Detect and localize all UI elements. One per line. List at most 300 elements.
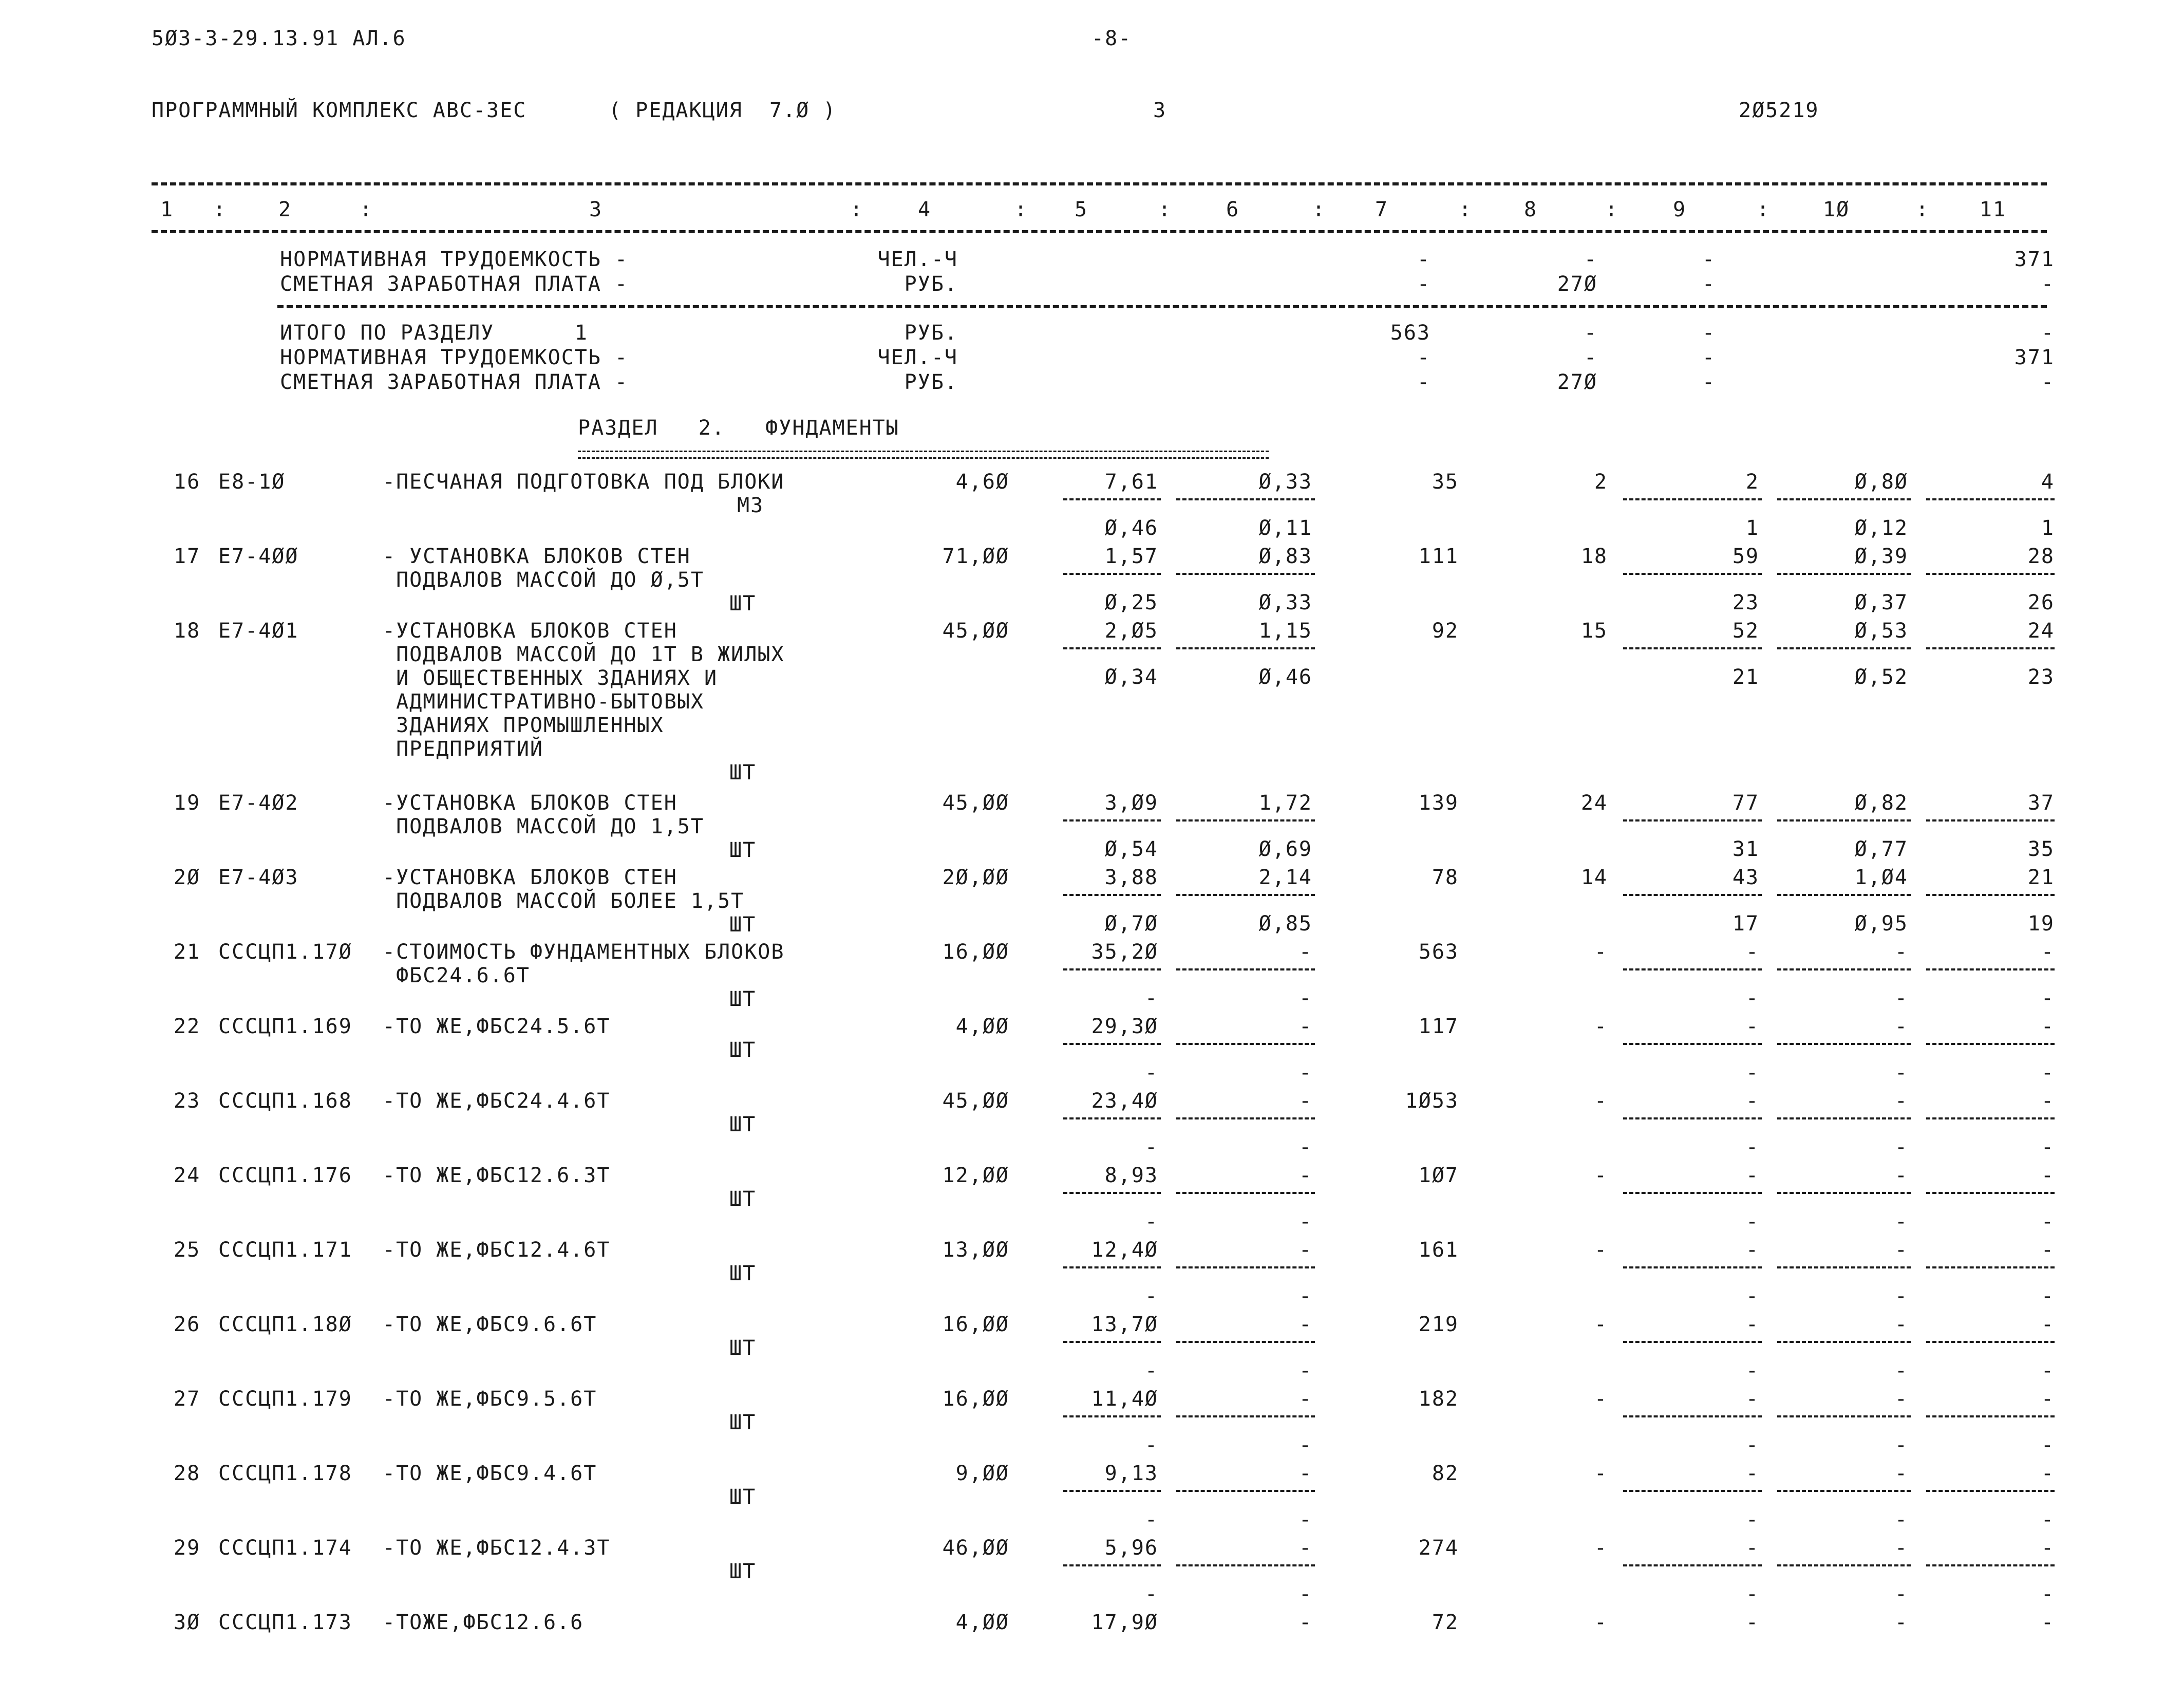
subtotal-rule <box>1623 573 1762 575</box>
item-unit-cost: 8,93 <box>1104 1164 1158 1187</box>
column-header-9: 9 <box>1672 198 1687 221</box>
subtotal-rule <box>1777 1192 1911 1194</box>
column-separator: : <box>1459 198 1473 221</box>
item-sub-col10: - <box>1894 1135 1908 1159</box>
item-col9: - <box>1745 1015 1759 1038</box>
item-col10: - <box>1894 1015 1908 1038</box>
subtotal-rule <box>1926 498 2055 500</box>
item-description: -ТО ЖЕ,ФБС9.5.6Т <box>383 1387 597 1411</box>
summary-col8: 27Ø <box>1557 272 1597 296</box>
item-description: И ОБЩЕСТВЕННЫХ ЗДАНИЯХ И <box>383 666 718 690</box>
item-sub-col10: Ø,12 <box>1854 516 1908 540</box>
subtotal-rule <box>1176 1266 1315 1268</box>
summary-col11: - <box>2041 370 2055 394</box>
item-sub-col9: 31 <box>1732 837 1759 861</box>
item-code: Е7-4Ø3 <box>218 866 299 889</box>
item-col11: 28 <box>2027 545 2055 568</box>
subtotal-rule <box>1926 1266 2055 1268</box>
item-code: СССЦП1.174 <box>218 1536 352 1560</box>
item-unit-wage: 2,14 <box>1258 866 1312 889</box>
item-sub-col9: - <box>1745 1582 1759 1606</box>
item-col11: - <box>2041 1536 2055 1560</box>
item-sub-col11: 23 <box>2027 665 2055 689</box>
item-unit-cost: 2,Ø5 <box>1104 619 1158 643</box>
subtotal-rule <box>1777 647 1911 649</box>
item-description: -ТО ЖЕ,ФБС24.5.6Т <box>383 1015 611 1038</box>
item-sub-col6: Ø,11 <box>1258 516 1312 540</box>
column-header-5: 5 <box>1074 198 1088 221</box>
subtotal-rule <box>1777 968 1911 970</box>
item-quantity: 45,ØØ <box>942 619 1009 643</box>
item-sub-col9: - <box>1745 1135 1759 1159</box>
item-unit-wage: - <box>1298 1015 1312 1038</box>
item-total-cost: 139 <box>1418 791 1459 815</box>
item-col10: - <box>1894 1387 1908 1411</box>
item-sub-col10: - <box>1894 986 1908 1010</box>
subtotal-rule <box>1623 1490 1762 1492</box>
column-separator: : <box>1916 198 1930 221</box>
item-sub-col6: Ø,69 <box>1258 837 1312 861</box>
subtotal-rule <box>1926 894 2055 896</box>
summary-col9: - <box>1702 248 1716 271</box>
summary-col7: - <box>1417 346 1430 369</box>
item-number: 19 <box>174 791 201 815</box>
program-code: 2Ø5219 <box>1739 99 1819 122</box>
column-separator: : <box>213 198 227 221</box>
item-col11: 4 <box>2041 470 2055 494</box>
item-sub-col10: Ø,95 <box>1854 912 1908 936</box>
item-total-wage: - <box>1594 1238 1608 1262</box>
item-unit-cost: 3,Ø9 <box>1104 791 1158 815</box>
item-total-wage: 24 <box>1580 791 1608 815</box>
item-total-cost: 274 <box>1418 1536 1459 1560</box>
item-unit-wage: - <box>1298 1164 1312 1187</box>
item-total-cost: 78 <box>1432 866 1459 889</box>
item-total-wage: 2 <box>1594 470 1608 494</box>
item-sub-col9: - <box>1745 986 1759 1010</box>
summary-label: НОРМАТИВНАЯ ТРУДОЕМКОСТЬ - <box>280 346 629 369</box>
subtotal-rule <box>1063 1043 1161 1045</box>
item-sub-col10: - <box>1894 1210 1908 1234</box>
subtotal-rule <box>1623 894 1762 896</box>
item-total-wage: 18 <box>1580 545 1608 568</box>
item-unit-cost: 11,4Ø <box>1091 1387 1158 1411</box>
item-sub-col6: - <box>1298 1582 1312 1606</box>
item-col9: 52 <box>1732 619 1759 643</box>
item-description: -УСТАНОВКА БЛОКОВ СТЕН <box>383 791 677 815</box>
item-total-wage: - <box>1594 1313 1608 1336</box>
item-col10: - <box>1894 1462 1908 1485</box>
subtotal-rule <box>1063 1564 1161 1566</box>
item-sub-col5: - <box>1144 1284 1158 1308</box>
item-col11: - <box>2041 1462 2055 1485</box>
subtotal-rule <box>1777 894 1911 896</box>
item-unit-cost: 17,9Ø <box>1091 1611 1158 1634</box>
item-unit: М3 <box>737 494 764 517</box>
item-description: -УСТАНОВКА БЛОКОВ СТЕН <box>383 619 677 643</box>
item-unit-cost: 29,3Ø <box>1091 1015 1158 1038</box>
item-col10: - <box>1894 940 1908 964</box>
item-code: СССЦП1.18Ø <box>218 1313 352 1336</box>
column-separator: : <box>1014 198 1028 221</box>
subtotal-rule <box>1176 1192 1315 1194</box>
item-total-wage: 14 <box>1580 866 1608 889</box>
summary-col8: - <box>1584 248 1597 271</box>
item-code: СССЦП1.173 <box>218 1611 352 1634</box>
item-sub-col10: - <box>1894 1284 1908 1308</box>
item-code: СССЦП1.178 <box>218 1462 352 1485</box>
item-sub-col10: Ø,77 <box>1854 837 1908 861</box>
subtotal-rule <box>1926 1415 2055 1417</box>
item-sub-col9: - <box>1745 1210 1759 1234</box>
item-sub-col10: - <box>1894 1061 1908 1085</box>
item-col10: Ø,39 <box>1854 545 1908 568</box>
item-number: 29 <box>174 1536 201 1560</box>
item-unit: ШТ <box>729 1113 757 1136</box>
item-sub-col11: - <box>2041 1210 2055 1234</box>
item-sub-col9: - <box>1745 1284 1759 1308</box>
summary-label: СМЕТНАЯ ЗАРАБОТНАЯ ПЛАТА - <box>280 370 629 394</box>
item-sub-col6: - <box>1298 1061 1312 1085</box>
item-quantity: 16,ØØ <box>942 1387 1009 1411</box>
program-edition: ( РЕДАКЦИЯ 7.Ø ) <box>609 99 837 122</box>
item-unit-cost: 13,7Ø <box>1091 1313 1158 1336</box>
item-unit: ШТ <box>729 761 757 785</box>
item-unit-wage: Ø,83 <box>1258 545 1312 568</box>
summary-unit: ЧЕЛ.-Ч <box>877 248 958 271</box>
item-number: 27 <box>174 1387 201 1411</box>
subtotal-rule <box>1176 1341 1315 1343</box>
item-description: - УСТАНОВКА БЛОКОВ СТЕН <box>383 545 691 568</box>
item-unit-cost: 9,13 <box>1104 1462 1158 1485</box>
summary-col9: - <box>1702 346 1716 369</box>
subtotal-rule <box>1623 1415 1762 1417</box>
item-total-cost: 1Ø7 <box>1418 1164 1459 1187</box>
item-total-cost: 161 <box>1418 1238 1459 1262</box>
item-unit-cost: 12,4Ø <box>1091 1238 1158 1262</box>
subtotal-rule <box>1777 1490 1911 1492</box>
item-col9: - <box>1745 1462 1759 1485</box>
item-sub-col9: 23 <box>1732 591 1759 614</box>
item-quantity: 71,ØØ <box>942 545 1009 568</box>
subtotal-rule <box>1176 1415 1315 1417</box>
item-col11: 37 <box>2027 791 2055 815</box>
subtotal-rule <box>1623 1192 1762 1194</box>
subtotal-rule <box>1623 1266 1762 1268</box>
item-unit: ШТ <box>729 592 757 615</box>
item-col11: - <box>2041 1164 2055 1187</box>
subtotal-rule <box>1926 573 2055 575</box>
subtotal-rule <box>1063 1192 1161 1194</box>
item-col9: - <box>1745 1089 1759 1113</box>
summary-col7: - <box>1417 370 1430 394</box>
summary-label: НОРМАТИВНАЯ ТРУДОЕМКОСТЬ - <box>280 248 629 271</box>
item-unit: ШТ <box>729 838 757 862</box>
item-sub-col5: Ø,25 <box>1104 591 1158 614</box>
item-description: -ТОЖЕ,ФБС12.6.6 <box>383 1611 584 1634</box>
section-title: РАЗДЕЛ 2. ФУНДАМЕНТЫ <box>578 416 899 440</box>
item-sub-col6: - <box>1298 1135 1312 1159</box>
item-col9: 77 <box>1732 791 1759 815</box>
item-sub-col6: - <box>1298 986 1312 1010</box>
item-code: СССЦП1.168 <box>218 1089 352 1113</box>
item-sub-col10: - <box>1894 1359 1908 1383</box>
item-unit-cost: 3,88 <box>1104 866 1158 889</box>
item-sub-col11: 1 <box>2041 516 2055 540</box>
item-description: ПОДВАЛОВ МАССОЙ БОЛЕЕ 1,5Т <box>383 889 745 913</box>
item-col11: - <box>2041 1313 2055 1336</box>
item-unit: ШТ <box>729 987 757 1011</box>
subtotal-rule <box>1623 498 1762 500</box>
subtotal-rule <box>1926 1117 2055 1119</box>
item-sub-col9: 1 <box>1745 516 1759 540</box>
item-quantity: 46,ØØ <box>942 1536 1009 1560</box>
item-sub-col5: Ø,54 <box>1104 837 1158 861</box>
summary-unit: ЧЕЛ.-Ч <box>877 346 958 369</box>
column-separator: : <box>850 198 864 221</box>
item-sub-col9: - <box>1745 1433 1759 1457</box>
item-col10: Ø,8Ø <box>1854 470 1908 494</box>
item-sub-col10: Ø,52 <box>1854 665 1908 689</box>
item-unit-wage: - <box>1298 1089 1312 1113</box>
item-col10: - <box>1894 1611 1908 1634</box>
item-quantity: 9,ØØ <box>955 1462 1009 1485</box>
summary-unit: РУБ. <box>904 321 958 345</box>
item-quantity: 45,ØØ <box>942 791 1009 815</box>
subtotal-rule <box>1176 894 1315 896</box>
item-total-cost: 182 <box>1418 1387 1459 1411</box>
subtotal-rule <box>1063 1415 1161 1417</box>
subtotal-rule <box>1926 968 2055 970</box>
item-quantity: 4,6Ø <box>955 470 1009 494</box>
item-sub-col11: - <box>2041 1359 2055 1383</box>
item-sub-col10: - <box>1894 1508 1908 1532</box>
item-total-cost: 117 <box>1418 1015 1459 1038</box>
subtotal-rule <box>1777 1415 1911 1417</box>
column-separator: : <box>1158 198 1172 221</box>
table-header-rule <box>152 230 2047 233</box>
item-total-wage: - <box>1594 1164 1608 1187</box>
subtotal-rule <box>1063 1341 1161 1343</box>
item-total-wage: - <box>1594 1387 1608 1411</box>
column-separator: : <box>360 198 373 221</box>
item-sub-col6: Ø,85 <box>1258 912 1312 936</box>
item-description: -ТО ЖЕ,ФБС12.4.6Т <box>383 1238 611 1262</box>
subtotal-rule <box>1777 498 1911 500</box>
item-description: ПОДВАЛОВ МАССОЙ ДО 1,5Т <box>383 815 704 838</box>
item-sub-col6: - <box>1298 1508 1312 1532</box>
item-number: 18 <box>174 619 201 643</box>
subtotal-rule <box>1926 1192 2055 1194</box>
summary-col8: - <box>1584 321 1597 345</box>
item-code: Е8-1Ø <box>218 470 286 494</box>
item-code: СССЦП1.179 <box>218 1387 352 1411</box>
item-col9: - <box>1745 1536 1759 1560</box>
item-code: СССЦП1.17Ø <box>218 940 352 964</box>
item-sub-col11: - <box>2041 1433 2055 1457</box>
item-col10: - <box>1894 1164 1908 1187</box>
item-col9: - <box>1745 1164 1759 1187</box>
item-col11: - <box>2041 1238 2055 1262</box>
subtotal-rule <box>1176 1043 1315 1045</box>
subtotal-rule <box>1176 1117 1315 1119</box>
summary-col11: - <box>2041 272 2055 296</box>
item-total-cost: 82 <box>1432 1462 1459 1485</box>
subtotal-rule <box>1063 894 1161 896</box>
summary-unit: РУБ. <box>904 272 958 296</box>
summary-unit: РУБ. <box>904 370 958 394</box>
item-quantity: 2Ø,ØØ <box>942 866 1009 889</box>
item-col10: Ø,53 <box>1854 619 1908 643</box>
item-sub-col5: - <box>1144 1061 1158 1085</box>
item-sub-col6: Ø,46 <box>1258 665 1312 689</box>
item-description: ПРЕДПРИЯТИЙ <box>383 737 543 761</box>
item-col11: 24 <box>2027 619 2055 643</box>
subtotal-rule <box>1777 1564 1911 1566</box>
item-unit-cost: 35,2Ø <box>1091 940 1158 964</box>
subtotal-rule <box>1063 647 1161 649</box>
item-sub-col9: - <box>1745 1359 1759 1383</box>
item-number: 21 <box>174 940 201 964</box>
subtotal-rule <box>1623 968 1762 970</box>
item-col10: - <box>1894 1089 1908 1113</box>
summary-label: СМЕТНАЯ ЗАРАБОТНАЯ ПЛАТА - <box>280 272 629 296</box>
item-sub-col9: 21 <box>1732 665 1759 689</box>
item-unit-wage: 1,15 <box>1258 619 1312 643</box>
subtotal-rule <box>1623 647 1762 649</box>
document-code: 5Ø3-3-29.13.91 АЛ.6 <box>152 27 406 50</box>
column-separator: : <box>1312 198 1326 221</box>
item-unit: ШТ <box>729 1485 757 1509</box>
item-code: СССЦП1.169 <box>218 1015 352 1038</box>
item-sub-col6: - <box>1298 1433 1312 1457</box>
subtotal-rule <box>1063 498 1161 500</box>
item-total-wage: - <box>1594 1536 1608 1560</box>
item-sub-col11: - <box>2041 986 2055 1010</box>
item-sub-col11: - <box>2041 1061 2055 1085</box>
column-header-8: 8 <box>1523 198 1538 221</box>
subtotal-rule <box>1063 819 1161 822</box>
item-total-cost: 111 <box>1418 545 1459 568</box>
item-unit-cost: 23,4Ø <box>1091 1089 1158 1113</box>
item-quantity: 13,ØØ <box>942 1238 1009 1262</box>
subtotal-rule <box>1926 1341 2055 1343</box>
column-header-11: 11 <box>1979 198 2007 221</box>
item-sub-col10: Ø,37 <box>1854 591 1908 614</box>
item-unit: ШТ <box>729 1262 757 1285</box>
item-total-cost: 219 <box>1418 1313 1459 1336</box>
item-code: Е7-4Ø2 <box>218 791 299 815</box>
item-sub-col5: - <box>1144 1359 1158 1383</box>
summary-col11: 371 <box>2014 248 2055 271</box>
item-unit-cost: 1,57 <box>1104 545 1158 568</box>
item-description: -СТОИМОСТЬ ФУНДАМЕНТНЫХ БЛОКОВ <box>383 940 785 964</box>
item-total-cost: 563 <box>1418 940 1459 964</box>
item-col10: 1,Ø4 <box>1854 866 1908 889</box>
item-quantity: 4,ØØ <box>955 1611 1009 1634</box>
item-total-cost: 92 <box>1432 619 1459 643</box>
item-unit-wage: 1,72 <box>1258 791 1312 815</box>
summary-col11: 371 <box>2014 346 2055 369</box>
item-col9: 43 <box>1732 866 1759 889</box>
subtotal-rule <box>1777 1341 1911 1343</box>
column-header-3: 3 <box>589 198 603 221</box>
subtotal-rule <box>1176 819 1315 822</box>
subtotal-rule <box>1176 1490 1315 1492</box>
item-unit-wage: - <box>1298 1387 1312 1411</box>
column-header-6: 6 <box>1226 198 1240 221</box>
item-number: 16 <box>174 470 201 494</box>
subtotal-rule <box>1176 968 1315 970</box>
item-number: 28 <box>174 1462 201 1485</box>
item-unit: ШТ <box>729 1038 757 1062</box>
item-quantity: 45,ØØ <box>942 1089 1009 1113</box>
item-unit: ШТ <box>729 913 757 937</box>
subtotal-rule <box>1063 968 1161 970</box>
item-unit-wage: - <box>1298 1536 1312 1560</box>
summary-col8: 27Ø <box>1557 370 1597 394</box>
item-sub-col6: - <box>1298 1284 1312 1308</box>
item-col9: - <box>1745 1387 1759 1411</box>
item-sub-col9: 17 <box>1732 912 1759 936</box>
subtotal-rule <box>1176 647 1315 649</box>
summary-col9: - <box>1702 321 1716 345</box>
item-sub-col5: - <box>1144 1210 1158 1234</box>
item-col10: - <box>1894 1238 1908 1262</box>
item-quantity: 16,ØØ <box>942 940 1009 964</box>
subtotal-rule <box>1063 573 1161 575</box>
item-number: 3Ø <box>174 1611 201 1634</box>
program-title: ПРОГРАММНЫЙ КОМПЛЕКС АВС-3ЕС <box>152 99 527 122</box>
item-sub-col11: - <box>2041 1135 2055 1159</box>
item-description: ПОДВАЛОВ МАССОЙ ДО 1Т В ЖИЛЫХ <box>383 643 785 666</box>
subtotal-rule <box>1623 1043 1762 1045</box>
item-col9: - <box>1745 940 1759 964</box>
item-sub-col11: - <box>2041 1582 2055 1606</box>
item-code: СССЦП1.176 <box>218 1164 352 1187</box>
table-top-rule <box>152 182 2047 185</box>
item-number: 22 <box>174 1015 201 1038</box>
item-number: 24 <box>174 1164 201 1187</box>
subtotal-rule <box>1926 647 2055 649</box>
item-description: ФБС24.6.6Т <box>383 964 530 987</box>
column-header-4: 4 <box>917 198 932 221</box>
item-quantity: 12,ØØ <box>942 1164 1009 1187</box>
item-code: СССЦП1.171 <box>218 1238 352 1262</box>
item-col11: - <box>2041 940 2055 964</box>
item-col9: 59 <box>1732 545 1759 568</box>
summary-col7: - <box>1417 248 1430 271</box>
item-unit: ШТ <box>729 1411 757 1434</box>
item-code: Е7-4Ø1 <box>218 619 299 643</box>
page-number: -8- <box>1091 27 1132 50</box>
item-sub-col11: - <box>2041 1508 2055 1532</box>
subtotal-rule <box>1176 1564 1315 1566</box>
item-total-wage: - <box>1594 1089 1608 1113</box>
item-col11: 21 <box>2027 866 2055 889</box>
column-header-7: 7 <box>1375 198 1389 221</box>
section-title-underline <box>578 451 1269 459</box>
item-sub-col9: - <box>1745 1061 1759 1085</box>
item-description: АДМИНИСТРАТИВНО-БЫТОВЫХ <box>383 690 704 714</box>
item-sub-col5: Ø,34 <box>1104 665 1158 689</box>
item-total-cost: 1Ø53 <box>1405 1089 1459 1113</box>
item-col9: 2 <box>1745 470 1759 494</box>
subtotal-rule <box>1777 1266 1911 1268</box>
item-total-wage: - <box>1594 1015 1608 1038</box>
item-sub-col6: Ø,33 <box>1258 591 1312 614</box>
item-description: ПОДВАЛОВ МАССОЙ ДО Ø,5Т <box>383 568 704 592</box>
